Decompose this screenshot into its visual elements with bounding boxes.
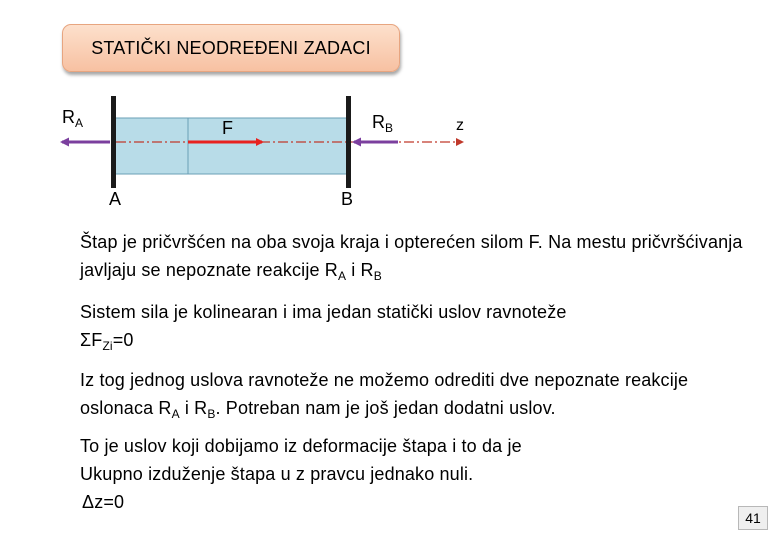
paragraph-2: Sistem sila je kolinearan i ima jedan statički uslov ravnoteže $\Sigma F_{Zi}=0$ [80, 302, 567, 353]
reaction-b-label: $R_B$ [372, 112, 394, 135]
support-a-label: A [109, 189, 122, 209]
bar-right-segment [188, 118, 348, 174]
paragraph-1: Štap je pričvršćen na oba svoja kraja i opterećen silom F. Na mestu pričvršćivanja javljaju se nepoznate reakcije $R_A$ i $R_B$ [80, 232, 743, 283]
support-b-label: B [341, 189, 354, 209]
support-b-wall [346, 96, 351, 188]
sum-equation: $\Sigma F_{Zi}=0$ [80, 330, 134, 353]
force-label: F [222, 118, 233, 138]
support-a-wall [111, 96, 116, 188]
slide-title-text: STATIČKI NEODREĐENI ZADACI [91, 37, 371, 58]
bar-diagram [0, 0, 780, 220]
axis-z-label: z [456, 117, 464, 134]
paragraph-4: To je uslov koji dobijamo iz deformacije štapa i to da je Ukupno izduženje štapa u z pravcu jednako nuli. Δz=0 [80, 436, 522, 512]
page-number: 41 [738, 506, 768, 530]
paragraph-3: Iz tog jednog uslova ravnoteže ne možemo odrediti dve nepoznate reakcije oslonaca $R_A$ i $R_B$. Potreban nam je još jedan dodatni uslov. [80, 370, 689, 421]
reaction-a-label: $R_A$ [62, 107, 84, 130]
delta-equation: Δz=0 [82, 492, 125, 512]
bar-left-segment [114, 118, 188, 174]
